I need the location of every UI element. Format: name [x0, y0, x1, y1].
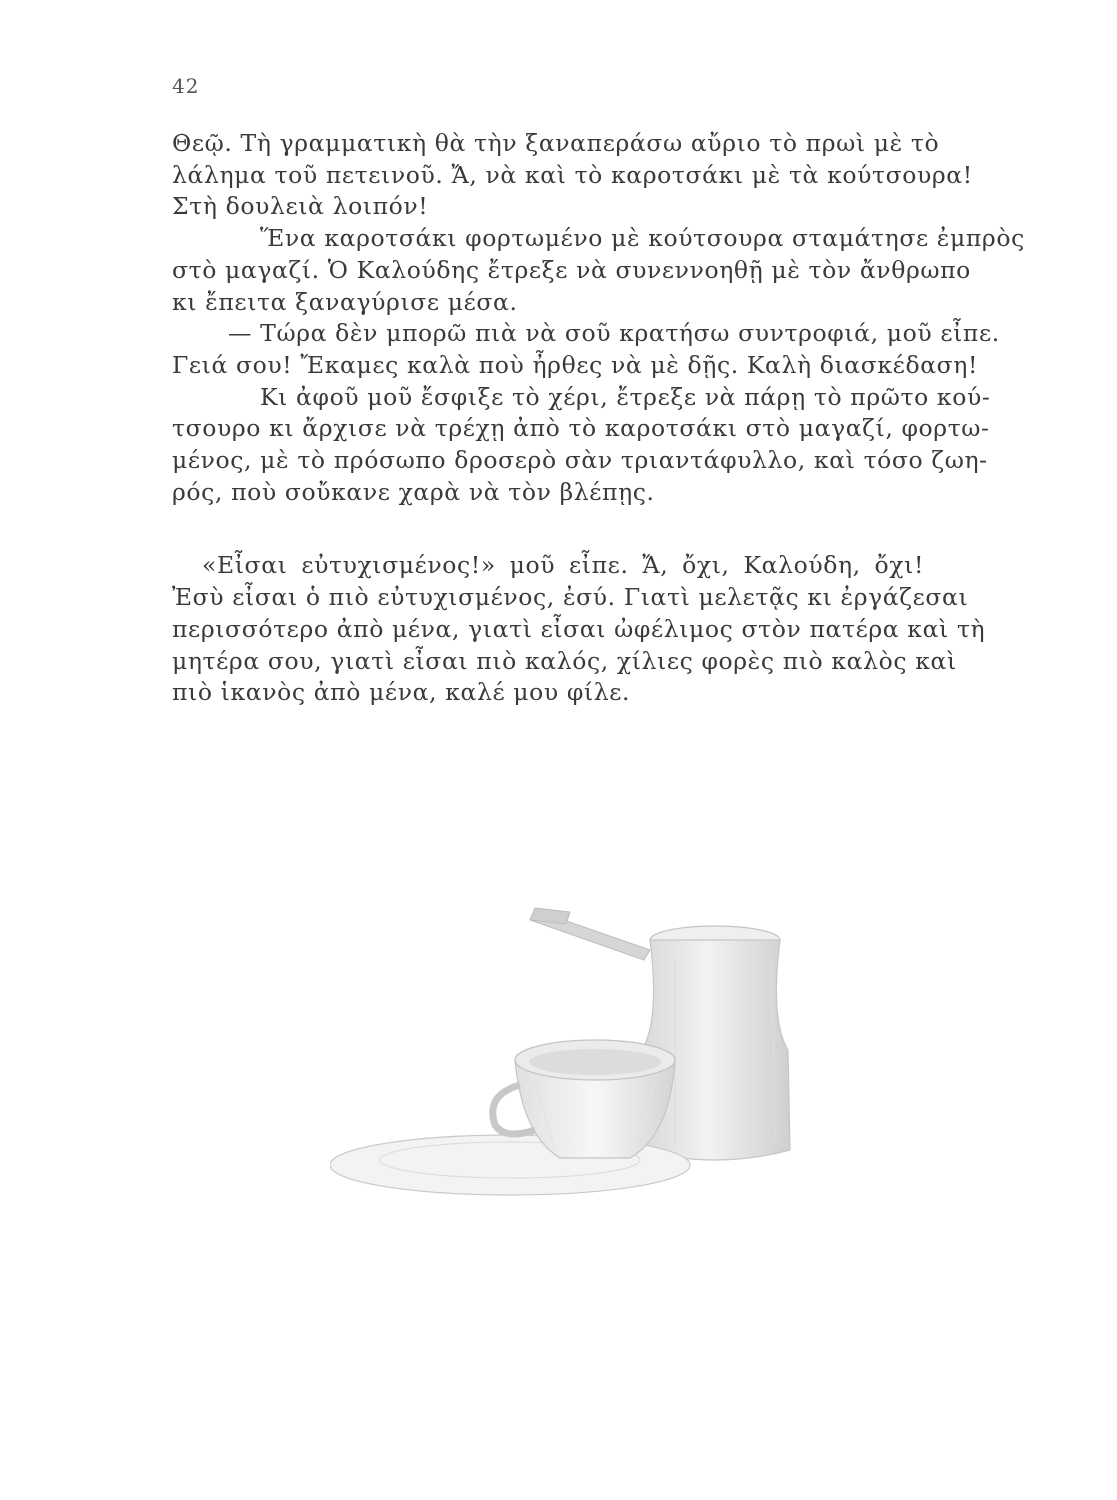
- page-number: 42: [172, 74, 200, 98]
- text-line: μητέρα σου, γιατὶ εἶσαι πιὸ καλός, χίλιες φορὲς πιὸ καλὸς καὶ: [172, 646, 957, 675]
- text-line: λάλημα τοῦ πετεινοῦ. Ἄ, νὰ καὶ τὸ καροτσάκι μὲ τὰ κούτσουρα!: [172, 160, 973, 189]
- text-line: Κι ἀφοῦ μοῦ ἔσφιξε τὸ χέρι, ἔτρεξε νὰ πάρῃ τὸ πρῶτο κού-: [260, 382, 991, 411]
- text-line: ρός, ποὺ σοὔκανε χαρὰ νὰ τὸν βλέπῃς.: [172, 477, 655, 506]
- pot-handle: [530, 908, 650, 960]
- paragraph-gap: [172, 508, 924, 550]
- coffee-pot: [640, 926, 790, 1160]
- text-line: Γειά σου! Ἔκαμες καλὰ ποὺ ἦρθες νὰ μὲ δῇς. Καλὴ διασκέδαση!: [172, 350, 979, 379]
- text-line: περισσότερο ἀπὸ μένα, γιατὶ εἶσαι ὠφέλιμος στὸν πατέρα καὶ τὴ: [172, 614, 986, 643]
- text-line: Στὴ δουλειὰ λοιπόν!: [172, 192, 429, 221]
- text-line: κι ἔπειτα ξαναγύρισε μέσα.: [172, 287, 518, 316]
- coffee-pot-and-cup-illustration: [330, 890, 800, 1200]
- text-line: Θεῷ. Τὴ γραμματικὴ θὰ τὴν ξαναπεράσω αὔριο τὸ πρωὶ μὲ τὸ: [172, 129, 940, 157]
- text-line: πιὸ ἱκανὸς ἀπὸ μένα, καλέ μου φίλε.: [172, 678, 631, 707]
- text-line: «Εἶσαι εὐτυχισμένος!» μοῦ εἶπε. Ἄ, ὄχι, Καλούδη, ὄχι!: [202, 551, 924, 580]
- text-line: — Τώρα δὲν μπορῶ πιὰ νὰ σοῦ κρατήσω συντροφιά, μοῦ εἶπε.: [228, 319, 1000, 348]
- text-line: μένος, μὲ τὸ πρόσωπο δροσερὸ σὰν τριαντάφυλλο, καὶ τόσο ζωη-: [172, 446, 988, 475]
- text-line: Ἕνα καροτσάκι φορτωμένο μὲ κούτσουρα σταμάτησε ἐμπρὸς: [260, 224, 1025, 253]
- text-line: τσουρο κι ἄρχισε νὰ τρέχῃ ἀπὸ τὸ καροτσάκι στὸ μαγαζί, φορτω-: [172, 414, 990, 443]
- text-line: στὸ μαγαζί. Ὁ Καλούδης ἔτρεξε νὰ συνεννοηθῇ μὲ τὸν ἄνθρωπο: [172, 255, 971, 284]
- text-line: Ἐσὺ εἶσαι ὁ πιὸ εὐτυχισμένος, ἐσύ. Γιατὶ μελετᾷς κι ἐργάζεσαι: [172, 583, 969, 612]
- body-text: [172, 128, 1025, 709]
